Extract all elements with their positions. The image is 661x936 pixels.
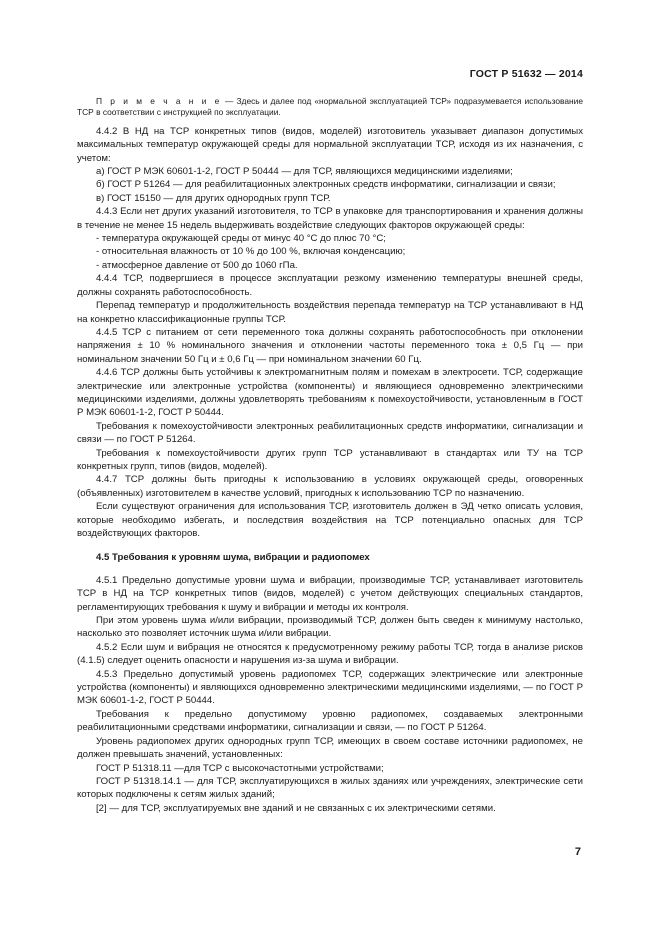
paragraph: При этом уровень шума и/или вибрации, производимый ТСР, должен быть сведен к минимуму настолько, насколько это позволяет источник шума и/или вибрации. [77, 615, 583, 640]
paragraph: Если существуют ограничения для использования ТСР, изготовитель должен в ЭД четко описать условия, которые необходимо избегать, и последствия воздействия на ТСР потенциально опасных для ТСР воздействующих факторов. [77, 501, 583, 539]
note-paragraph [77, 96, 583, 119]
document-header: ГОСТ Р 51632 — 2014 [469, 68, 583, 80]
list-item: - относительная влажность от 10 % до 100 %, включая конденсацию; [96, 246, 406, 258]
paragraph: 4.5.1 Предельно допустимые уровни шума и вибрации, производимые ТСР, устанавливает изготовитель ТСР в НД на ТСР конкретных типов (видов, моделей) с учетом действующих специальных стандартов, регламентирующих требования к шуму и вибрации и методы их контроля. [77, 574, 583, 613]
list-item: ГОСТ Р 51318.14.1 — для ТСР, эксплуатирующихся в жилых зданиях или учреждениях, электрические сети которых подключены к сетям жилых зданий; [77, 775, 583, 801]
paragraph: Уровень радиопомех других однородных групп ТСР, имеющих в своем составе источники радиопомех, не должен превышать значений, установленных: [77, 735, 583, 761]
list-item: - атмосферное давление от 500 до 1060 гПа. [96, 259, 298, 271]
page-number: 7 [574, 846, 581, 858]
paragraph: 4.5.2 Если шум и вибрация не относятся к предусмотренному режиму работы ТСР, тогда в анализе рисков (4.1.5) следует оценить опасности и нарушения из-за шума и вибрации. [77, 641, 583, 667]
paragraph: Требования к помехоустойчивости других групп ТСР устанавливают в стандартах или ТУ на ТСР конкретных групп, типов (видов, моделей). [77, 447, 583, 472]
list-item: б) ГОСТ Р 51264 — для реабилитационных электронных средств информатики, сигнализации и связи; [96, 179, 556, 191]
document-body [77, 96, 583, 815]
paragraph: 4.4.6 ТСР должны быть устойчивы к электромагнитным полям и помехам в электросети. ТСР, содержащие электрические или электронные устройства (компоненты) и являющиеся одновременно электрическими медицинскими изделиями, должны удовлетворять требованиям к помехоустойчивости, установленным в ГОСТ Р МЭК 60601-1-2, ГОСТ Р 50444. [77, 367, 583, 419]
paragraph: 4.4.4 ТСР, подвергшиеся в процессе эксплуатации резкому изменению температуры внешней среды, должны сохранять работоспособность. [77, 273, 583, 298]
section-heading: 4.5 Требования к уровням шума, вибрации и радиопомех [96, 552, 370, 564]
note-label: П р и м е ч а н и е [96, 96, 222, 106]
list-item: в) ГОСТ 15150 — для других однородных групп ТСР. [96, 192, 331, 204]
list-item: - температура окружающей среды от минус 40 °С до плюс 70 °С; [96, 233, 386, 245]
paragraph: 4.4.3 Если нет других указаний изготовителя, то ТСР в упаковке для транспортирования и хранения должны в течение не менее 15 недель выдерживать воздействие следующих факторов окружающей среды: [77, 206, 583, 231]
paragraph: 4.5.3 Предельно допустимый уровень радиопомех ТСР, содержащих электрические или электронные устройства (компоненты) и являющихся одновременно электрическими медицинскими изделиями, — по ГОСТ Р МЭК 60601-1-2, ГОСТ Р 50444. [77, 668, 583, 707]
paragraph: 4.4.2 В НД на ТСР конкретных типов (видов, моделей) изготовитель указывает диапазон допустимых максимальных температур окружающей среды для нормальной эксплуатации ТСР, исходя из их назначения, с учетом: [77, 125, 583, 164]
note-text: — Здесь и далее под «нормальной эксплуатацией ТСР» подразумевается использование ТСР в соответствии с инструкцией по эксплуатации. [77, 96, 583, 118]
paragraph: 4.4.7 ТСР должны быть пригодны к использованию в условиях окружающей среды, оговоренных (объявленных) изготовителем в качестве условий, пригодных к использованию ТСР по назначению. [77, 474, 583, 499]
list-item: а) ГОСТ Р МЭК 60601-1-2, ГОСТ Р 50444 — для ТСР, являющихся медицинскими изделиями; [96, 166, 513, 178]
paragraph: Перепад температур и продолжительность воздействия перепада температур на ТСР устанавливают в НД на конкретно классификационные группы ТСР. [77, 300, 583, 325]
paragraph: Требования к предельно допустимому уровню радиопомех, создаваемых электронными реабилитационными средствами информатики, сигнализации и связи, — по ГОСТ Р 51264. [77, 708, 583, 734]
list-item: ГОСТ Р 51318.11 —для ТСР с высокочастотными устройствами; [96, 762, 384, 774]
paragraph: 4.4.5 ТСР с питанием от сети переменного тока должны сохранять работоспособность при отклонении напряжения ± 10 % номинального значения и отклонении частоты переменного тока ± 0,5 Гц — при номинальном значении 50 Гц и ± 0,6 Гц — при номинальном значении 60 Гц. [77, 326, 583, 365]
list-item: [2] — для ТСР, эксплуатируемых вне зданий и не связанных с их электрическими сетями. [96, 802, 496, 814]
paragraph: Требования к помехоустойчивости электронных реабилитационных средств информатики, сигнализации и связи — по ГОСТ Р 51264. [77, 420, 583, 446]
